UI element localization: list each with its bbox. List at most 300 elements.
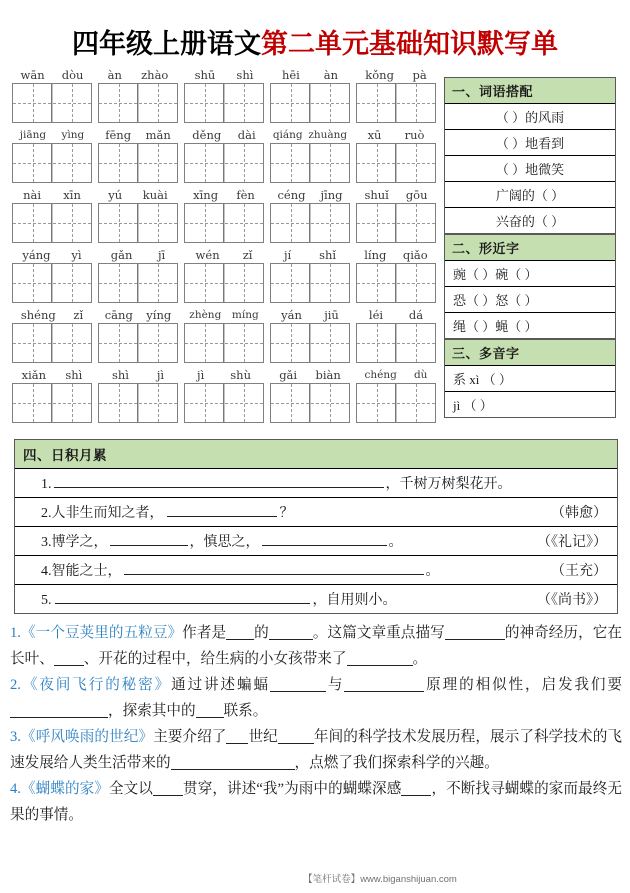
guide-line-h (271, 163, 349, 164)
section-one-row[interactable]: （ ）地看到 (445, 130, 615, 156)
guide-line-h (357, 163, 435, 164)
section-four-row[interactable] (15, 498, 617, 527)
pinyin-syllable: shì (111, 368, 129, 382)
pinyin-syllable: xīng (193, 188, 219, 202)
writing-box[interactable] (270, 203, 350, 243)
pinyin-cell (12, 307, 92, 365)
paragraph-item (10, 620, 622, 672)
paragraph-number: 3. (10, 729, 21, 745)
pinyin-syllable: jí (283, 248, 292, 262)
section-one-row[interactable]: 兴奋的（ ） (495, 214, 565, 229)
guide-line-v (377, 264, 378, 302)
pinyin-syllable: àn (323, 68, 339, 82)
pinyin-label (184, 307, 264, 323)
writing-box[interactable] (12, 383, 92, 423)
pinyin-label (270, 367, 350, 383)
pinyin-syllable: gǎi (279, 368, 298, 382)
answer-blank[interactable] (10, 703, 108, 718)
guide-line-v (119, 84, 120, 122)
row-text-after: ，自用则小。 (312, 593, 397, 608)
guide-line-v (244, 84, 245, 122)
guide-line-v (72, 144, 73, 182)
guide-line-h (13, 283, 91, 284)
guide-line-h (185, 283, 263, 284)
pinyin-syllable: shuǐ (364, 188, 389, 202)
writing-box[interactable] (12, 143, 92, 183)
guide-line-v (416, 84, 417, 122)
pinyin-cell (356, 127, 436, 185)
guide-line-v (291, 384, 292, 422)
writing-box[interactable] (184, 383, 264, 423)
pinyin-syllable: léi (368, 308, 384, 322)
answer-blank[interactable] (167, 503, 277, 517)
guide-line-v (330, 144, 331, 182)
section-polyphonic-characters (444, 339, 616, 418)
pinyin-label (356, 67, 436, 83)
row-text-before: 人非生而知之者， (51, 506, 164, 521)
guide-line-h (271, 223, 349, 224)
pinyin-row (12, 307, 440, 365)
pinyin-label (184, 247, 264, 263)
pinyin-syllable: ruò (404, 128, 425, 142)
paragraph-text: 原理的相似性，启发我们要 (424, 677, 622, 693)
pinyin-syllable: kuài (142, 188, 168, 202)
answer-blank[interactable] (445, 625, 505, 640)
pinyin-cell (98, 307, 178, 365)
pinyin-label (184, 367, 264, 383)
section-word-collocation (444, 77, 616, 234)
guide-line-v (244, 144, 245, 182)
section-two-row[interactable]: 绳（ ）蝇（ ） (453, 319, 538, 334)
writing-box[interactable] (98, 323, 178, 363)
pinyin-syllable: chéng (364, 369, 397, 381)
writing-box[interactable] (12, 203, 92, 243)
writing-box[interactable] (356, 83, 436, 123)
page-title (0, 0, 630, 67)
pinyin-cell (270, 127, 350, 185)
pinyin-syllable: qiǎo (402, 248, 428, 262)
paragraph-number: 4. (10, 781, 21, 797)
section-two-row[interactable]: 豌（ ）碗（ ） (445, 261, 615, 287)
section-two-heading: 二、形近字 (445, 235, 615, 261)
pinyin-syllable: xiǎn (21, 368, 47, 382)
paragraph-text: 的 (254, 625, 269, 641)
pinyin-label (270, 247, 350, 263)
writing-box[interactable] (184, 263, 264, 303)
row-text-after: 。 (425, 564, 440, 579)
answer-blank[interactable] (347, 651, 413, 666)
answer-blank[interactable] (54, 474, 384, 488)
paragraph-text: 。这篇文章重点描写 (312, 625, 445, 641)
row-text-before: 博学之， (51, 535, 108, 550)
writing-box[interactable] (270, 83, 350, 123)
pinyin-cell (98, 187, 178, 245)
pinyin-label (98, 307, 178, 323)
guide-line-v (416, 204, 417, 242)
writing-box[interactable] (270, 263, 350, 303)
pinyin-syllable: jiū (324, 308, 339, 322)
guide-line-v (244, 324, 245, 362)
paragraph-text: 通过讲述蝙蝠 (171, 677, 270, 693)
answer-blank[interactable] (153, 781, 183, 796)
pinyin-label (184, 187, 264, 203)
pinyin-label (356, 247, 436, 263)
paragraph-text: 主要介绍了 (153, 729, 227, 745)
pinyin-syllable: pà (412, 68, 427, 82)
answer-blank[interactable] (226, 625, 254, 640)
section-four-row[interactable] (15, 585, 617, 613)
pinyin-syllable: wān (20, 68, 45, 82)
writing-box[interactable] (12, 83, 92, 123)
paragraph-text: 与 (325, 677, 345, 693)
paragraph-text: 。 (412, 651, 428, 667)
pinyin-syllable: shù (230, 368, 251, 382)
pinyin-label (184, 67, 264, 83)
pinyin-cell (356, 307, 436, 365)
pinyin-syllable: gōu (405, 188, 428, 202)
answer-blank[interactable] (269, 625, 313, 640)
pinyin-cell (184, 127, 264, 185)
pinyin-syllable: jì (197, 368, 205, 382)
pinyin-syllable: shū (194, 68, 216, 82)
guide-line-v (33, 84, 34, 122)
guide-line-v (377, 324, 378, 362)
guide-line-h (99, 103, 177, 104)
guide-line-h (271, 103, 349, 104)
guide-line-v (119, 384, 120, 422)
row-text-after: ，千树万树梨花开。 (385, 477, 512, 492)
guide-line-h (13, 223, 91, 224)
row-citation: （《尚书》） (537, 593, 607, 608)
guide-line-v (33, 204, 34, 242)
guide-line-v (416, 264, 417, 302)
pinyin-grid-section (12, 67, 440, 427)
pinyin-row (12, 67, 440, 125)
guide-line-h (185, 163, 263, 164)
footer-watermark (0, 871, 630, 885)
pinyin-label (98, 187, 178, 203)
paragraph-text: 全文以 (108, 781, 153, 797)
paragraph-text: 贯穿，讲述“我”为雨中的蝴蝶深感 (182, 781, 402, 797)
row-number: 3. (41, 535, 52, 550)
book-title: 《蝴蝶的家》 (20, 781, 109, 797)
guide-line-v (158, 264, 159, 302)
pinyin-syllable: míng (231, 309, 259, 321)
pinyin-cell (270, 307, 350, 365)
answer-blank[interactable] (196, 703, 224, 718)
pinyin-cell (12, 367, 92, 425)
writing-box[interactable] (184, 203, 264, 243)
guide-line-h (99, 283, 177, 284)
section-three-heading: 三、多音字 (445, 340, 615, 366)
pinyin-syllable: kǒng (365, 68, 394, 82)
pinyin-syllable: dá (408, 308, 424, 322)
pinyin-syllable: wén (195, 248, 220, 262)
guide-line-v (244, 204, 245, 242)
writing-box[interactable] (98, 143, 178, 183)
pinyin-label (98, 367, 178, 383)
pinyin-syllable: jīng (320, 188, 343, 202)
pinyin-syllable: àn (107, 68, 122, 82)
guide-line-v (291, 264, 292, 302)
section-one-row[interactable]: 广阔的（ ） (445, 182, 615, 208)
writing-box[interactable] (356, 263, 436, 303)
paragraph-text: ，探索其中的 (108, 703, 196, 719)
guide-line-v (158, 144, 159, 182)
answer-blank[interactable] (270, 677, 326, 692)
writing-box[interactable] (98, 203, 178, 243)
pinyin-syllable: fēng (105, 128, 132, 142)
pinyin-syllable: jī (157, 248, 166, 262)
answer-blank[interactable] (124, 561, 424, 575)
pinyin-cell (356, 67, 436, 125)
pinyin-cell (356, 367, 436, 425)
guide-line-h (357, 223, 435, 224)
writing-box[interactable] (98, 263, 178, 303)
pinyin-syllable: shì (236, 68, 254, 82)
guide-line-v (416, 324, 417, 362)
guide-line-h (13, 403, 91, 404)
right-sections (444, 77, 616, 418)
section-four-heading: 四、日积月累 (15, 440, 617, 469)
guide-line-h (185, 223, 263, 224)
pinyin-cell (184, 187, 264, 245)
pinyin-cell (184, 307, 264, 365)
section-one-row[interactable]: （ ）的风雨 (445, 104, 615, 130)
guide-line-v (205, 204, 206, 242)
paragraph-item (10, 724, 622, 776)
pinyin-syllable: dù (413, 369, 428, 381)
guide-line-v (416, 384, 417, 422)
pinyin-syllable: jì (156, 368, 165, 382)
guide-line-v (205, 264, 206, 302)
pinyin-label (356, 307, 436, 323)
row-text-after: 。 (388, 535, 403, 550)
answer-blank[interactable] (401, 781, 431, 796)
pinyin-syllable: zǐ (242, 248, 253, 262)
guide-line-h (357, 343, 435, 344)
writing-box[interactable] (98, 83, 178, 123)
pinyin-label (270, 187, 350, 203)
writing-box[interactable] (184, 83, 264, 123)
guide-line-h (13, 163, 91, 164)
guide-line-v (72, 204, 73, 242)
writing-box[interactable] (12, 263, 92, 303)
book-title: 《夜间飞行的秘密》 (20, 677, 172, 693)
writing-box[interactable] (184, 323, 264, 363)
pinyin-syllable: gǎn (110, 248, 133, 262)
pinyin-syllable: xīn (63, 188, 81, 202)
guide-line-v (205, 324, 206, 362)
pinyin-syllable: biàn (315, 368, 341, 382)
pinyin-row (12, 367, 440, 425)
row-text-before: 智能之士， (51, 564, 122, 579)
pinyin-cell (12, 247, 92, 305)
pinyin-syllable: yì (71, 248, 82, 262)
pinyin-syllable: zhèng (189, 309, 222, 321)
guide-line-v (377, 384, 378, 422)
pinyin-syllable: jiāng (19, 129, 47, 141)
row-number: 4. (41, 564, 52, 579)
section-three-row[interactable]: jì （ ） (453, 398, 493, 413)
pinyin-cell (98, 67, 178, 125)
pinyin-label (12, 307, 92, 323)
pinyin-cell (270, 367, 350, 425)
main-content (0, 67, 630, 427)
pinyin-syllable: shéng (20, 308, 56, 322)
writing-box[interactable] (12, 323, 92, 363)
pinyin-syllable: yìng (61, 129, 85, 141)
answer-blank[interactable] (54, 651, 84, 666)
writing-box[interactable] (98, 383, 178, 423)
paragraph-text: 作者是 (182, 625, 227, 641)
pinyin-cell (98, 367, 178, 425)
pinyin-syllable: zǐ (73, 308, 84, 322)
guide-line-v (119, 264, 120, 302)
guide-line-h (185, 103, 263, 104)
pinyin-row (12, 127, 440, 185)
guide-line-v (291, 144, 292, 182)
pinyin-label (12, 127, 92, 143)
pinyin-cell (356, 187, 436, 245)
pinyin-cell (270, 247, 350, 305)
guide-line-v (330, 84, 331, 122)
pinyin-cell (12, 127, 92, 185)
guide-line-h (99, 403, 177, 404)
footer-url: www.biganshijuan.com (360, 874, 457, 885)
row-citation: （《礼记》） (537, 535, 607, 550)
pinyin-cell (184, 367, 264, 425)
pinyin-label (12, 67, 92, 83)
guide-line-v (33, 324, 34, 362)
guide-line-v (330, 264, 331, 302)
guide-line-v (119, 324, 120, 362)
guide-line-v (330, 324, 331, 362)
paragraph-number: 2. (10, 677, 21, 693)
section-one-row[interactable]: （ ）地微笑 (445, 156, 615, 182)
row-citation: （王充） (551, 564, 607, 579)
pinyin-syllable: nài (23, 188, 42, 202)
guide-line-v (119, 144, 120, 182)
section-three-row[interactable]: 系 xì （ ） (445, 366, 615, 392)
row-text-after: ？ (279, 506, 294, 521)
guide-line-v (72, 324, 73, 362)
pinyin-row (12, 187, 440, 245)
guide-line-v (33, 384, 34, 422)
guide-line-v (330, 384, 331, 422)
writing-box[interactable] (270, 143, 350, 183)
row-text-mid: ，慎思之， (189, 535, 260, 550)
section-four-row[interactable] (15, 469, 617, 498)
row-number: 1. (41, 477, 52, 492)
guide-line-v (377, 84, 378, 122)
pinyin-cell (98, 127, 178, 185)
writing-box[interactable] (270, 383, 350, 423)
section-four-row[interactable] (15, 527, 617, 556)
writing-box[interactable] (356, 203, 436, 243)
pinyin-syllable: yán (281, 308, 302, 322)
guide-line-h (271, 403, 349, 404)
section-two-row[interactable]: 恐（ ）怒（ ） (445, 287, 615, 313)
guide-line-v (291, 204, 292, 242)
pinyin-label (356, 187, 436, 203)
guide-line-v (291, 324, 292, 362)
book-title: 《呼风唤雨的世纪》 (20, 729, 154, 745)
guide-line-v (158, 204, 159, 242)
guide-line-h (357, 403, 435, 404)
pinyin-syllable: shì (65, 368, 83, 382)
answer-blank[interactable] (171, 755, 295, 770)
guide-line-v (377, 204, 378, 242)
answer-blank[interactable] (55, 590, 310, 604)
guide-line-v (158, 324, 159, 362)
paragraph-text: 年间的科学技术发展历程，展示了科学技术的飞速发展给人类生活带来的 (10, 729, 622, 771)
guide-line-v (72, 384, 73, 422)
paragraph-text: ，不断找寻蝴蝶的家而最终无果的事情。 (10, 781, 622, 823)
pinyin-label (98, 127, 178, 143)
answer-blank[interactable] (226, 729, 248, 744)
answer-blank[interactable] (262, 532, 387, 546)
pinyin-label (12, 247, 92, 263)
pinyin-row (12, 247, 440, 305)
guide-line-v (205, 384, 206, 422)
guide-line-h (13, 343, 91, 344)
pinyin-label (356, 367, 436, 383)
pinyin-syllable: dòu (61, 68, 84, 82)
answer-blank[interactable] (278, 729, 314, 744)
pinyin-syllable: mǎn (145, 128, 171, 142)
guide-line-v (244, 384, 245, 422)
pinyin-syllable: shǐ (319, 248, 337, 262)
pinyin-syllable: xū (367, 128, 382, 142)
guide-line-v (244, 264, 245, 302)
page-title-prefix: 四年级上册语文 (72, 29, 261, 59)
writing-box[interactable] (270, 323, 350, 363)
pinyin-syllable: děng (192, 128, 222, 142)
guide-line-v (205, 84, 206, 122)
guide-line-v (416, 144, 417, 182)
guide-line-h (357, 283, 435, 284)
pinyin-cell (12, 187, 92, 245)
paragraph-number: 1. (10, 625, 21, 641)
section-four-row[interactable] (15, 556, 617, 585)
guide-line-h (185, 343, 263, 344)
footer-brand: 【笔杆试卷】 (303, 875, 361, 885)
writing-box[interactable] (356, 143, 436, 183)
writing-box[interactable] (356, 323, 436, 363)
pinyin-syllable: yáng (22, 248, 51, 262)
writing-box[interactable] (184, 143, 264, 183)
pinyin-cell (270, 187, 350, 245)
guide-line-h (99, 163, 177, 164)
pinyin-label (270, 127, 350, 143)
pinyin-syllable: céng (277, 188, 306, 202)
paragraph-item (10, 776, 622, 828)
writing-box[interactable] (356, 383, 436, 423)
pinyin-syllable: líng (364, 248, 387, 262)
pinyin-syllable: fèn (236, 188, 255, 202)
pinyin-syllable: cāng (104, 308, 133, 322)
pinyin-syllable: dài (237, 128, 256, 142)
pinyin-label (270, 307, 350, 323)
answer-blank[interactable] (110, 532, 188, 546)
pinyin-syllable: yíng (146, 308, 172, 322)
pinyin-cell (98, 247, 178, 305)
section-daily-accumulation (14, 439, 618, 614)
answer-blank[interactable] (344, 677, 424, 692)
guide-line-h (99, 343, 177, 344)
pinyin-cell (356, 247, 436, 305)
